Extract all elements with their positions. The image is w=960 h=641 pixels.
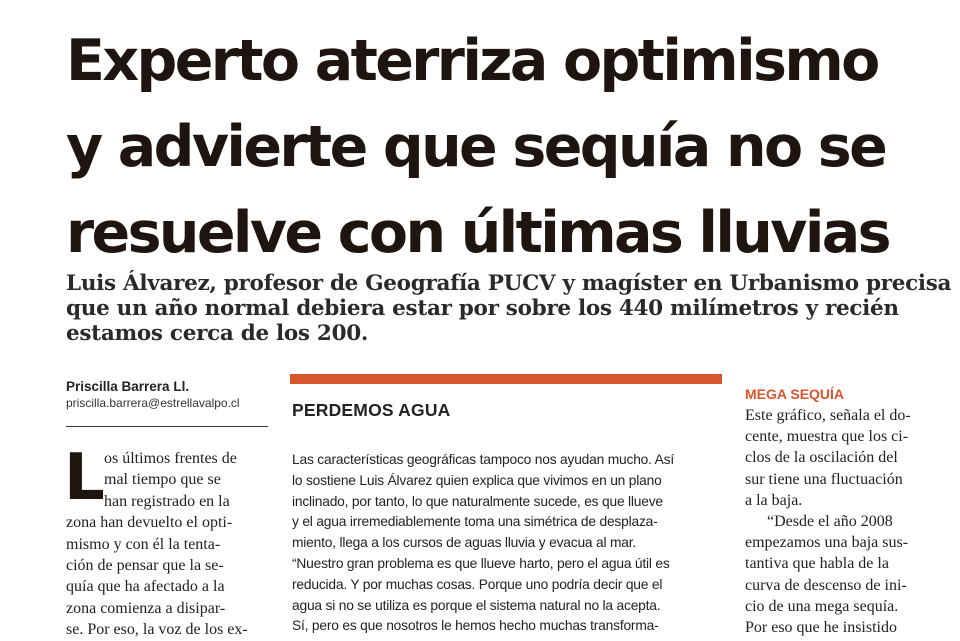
body-line: quía que ha afectado a la [66,578,225,596]
section-label: MEGA SEQUÍA [745,386,845,402]
body-line: os últimos frentes de [104,450,237,467]
body-line: inclinado, por tanto, lo que naturalmente sucede, es que llueve [292,493,663,509]
body-line: reducida. Y por muchas cosas. Porque uno podría decir que el [292,576,663,592]
body-line: clos de la oscilación del [745,449,898,467]
body-line: mismo y con él la tenta- [66,535,221,553]
deck-subtitle [66,271,952,346]
deck-line: que un año normal debiera estar por sobre los 440 milímetros y recién [66,296,899,321]
body-line: zona han devuelto el opti- [66,514,233,532]
body-line: mal tiempo que se [104,471,221,489]
body-line: empezamos una baja sus- [745,534,909,552]
body-line: se. Por eso, la voz de los ex- [66,621,248,639]
body-line: Las características geográficas tampoco nos ayudan mucho. Así [292,452,674,467]
headline-line: Experto aterriza optimismo [66,28,878,94]
body-line: agua si no se utiliza es porque el sistema natural no la acepta. [292,597,661,613]
body-line: zona comienza a disipar- [66,599,226,617]
body-line: a la baja. [745,491,803,509]
body-line: “Nuestro gran problema es que llueve harto, pero el agua útil es [292,555,670,571]
body-line: cente, muestra que los ci- [745,428,909,446]
drop-cap: L [64,441,105,515]
body-line: miento, llega a los cursos de aguas lluvia y evacua al mar. [292,535,637,551]
section-accent-bar [290,374,722,384]
body-line: han registrado en la [104,492,230,510]
headline-line: resuelve con últimas lluvias [66,200,889,266]
body-line: Sí, pero es que nosotros le hemos hecho muchas transforma- [292,618,659,634]
body-line: tantiva que habla de la [745,555,889,573]
deck-line: estamos cerca de los 200. [66,321,369,346]
body-line: cio de una mega sequía. [745,597,899,615]
body-column-1 [64,441,272,641]
byline-author: Priscilla Barrera Ll. [66,379,190,394]
headline [66,18,956,276]
body-line: “Desde el año 2008 [767,513,893,531]
body-line: curva de descenso de ini- [745,576,907,594]
deck-line: Luis Álvarez, profesor de Geografía PUCV y magíster en Urbanismo precisa [66,271,952,296]
byline-email: priscilla.barrera@estrellavalpo.cl [66,396,240,410]
body-line: lo sostiene Luis Álvarez quien explica que vivimos en un plano [292,472,662,488]
body-line: Por eso que he insistido [745,619,897,637]
headline-line: y advierte que sequía no se [66,114,886,180]
body-column-2 [292,450,724,637]
section-title: PERDEMOS AGUA [292,400,451,420]
body-line: y el agua irremediablemente toma una simétrica de desplaza- [292,514,658,530]
body-line: sur tiene una fluctuación [745,470,903,488]
body-column-3 [745,405,951,638]
body-line: Este gráfico, señala el do- [745,407,911,424]
column-divider [66,426,268,427]
body-line: ción de pensar que la se- [66,557,224,575]
